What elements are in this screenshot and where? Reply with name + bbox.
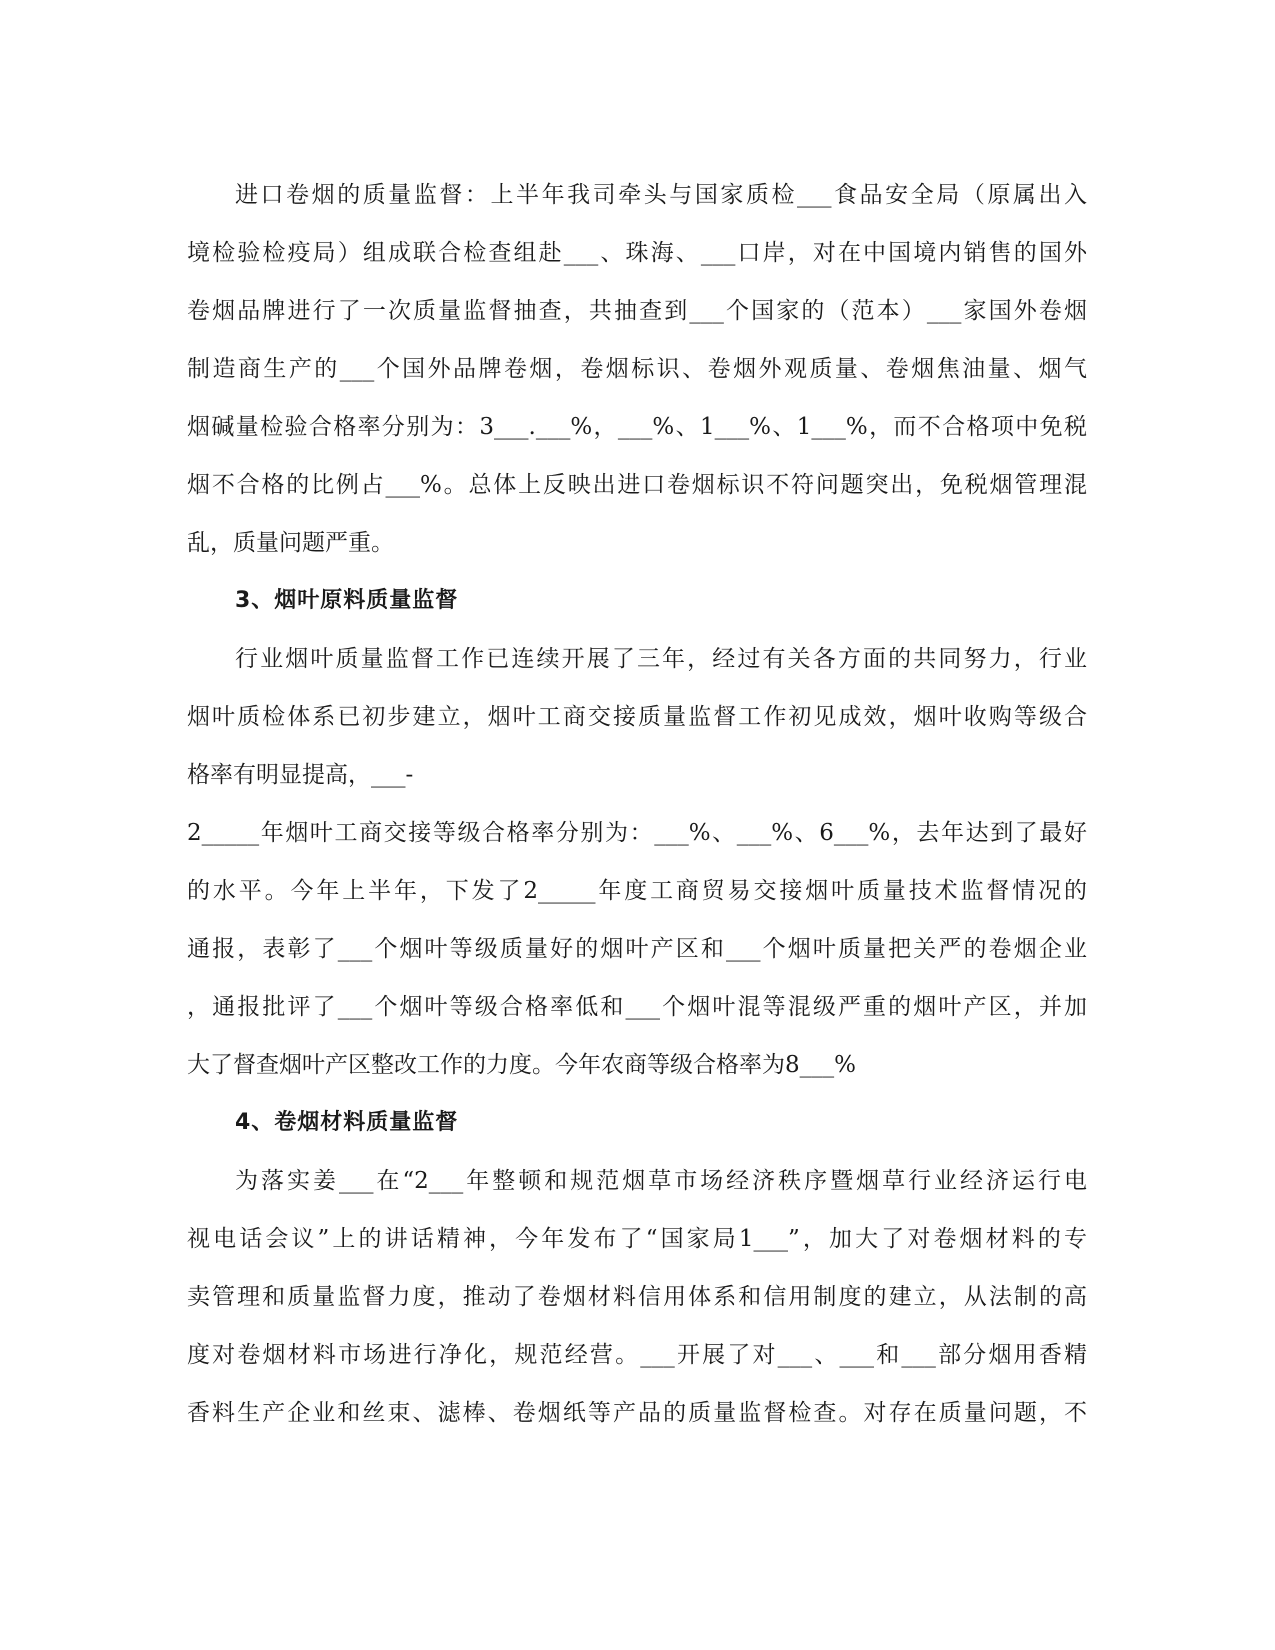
section-heading-tobacco-leaf: 3、烟叶原料质量监督 <box>235 588 459 613</box>
text-line: ，通报批评了___个烟叶等级合格率低和___个烟叶混等混级严重的烟叶产区，并加 <box>187 994 1087 1020</box>
text-line: 烟叶质检体系已初步建立，烟叶工商交接质量监督工作初见成效，烟叶收购等级合 <box>187 704 1087 730</box>
text-line: 烟碱量检验合格率分别为：3___.___%，___%、1___%、1___%，而不合格项中免税 <box>187 414 1087 440</box>
text-line: 卖管理和质量监督力度，推动了卷烟材料信用体系和信用制度的建立，从法制的高 <box>187 1284 1087 1310</box>
text-line: 2_____年烟叶工商交接等级合格率分别为：___%、___%、6___%，去年达到了最好 <box>187 820 1087 846</box>
document-body <box>187 166 1087 1442</box>
text-line: 格率有明显提高，___- <box>187 762 414 788</box>
text-line: 乱，质量问题严重。 <box>187 530 394 556</box>
text-line: 卷烟品牌进行了一次质量监督抽查，共抽查到___个国家的（范本）___家国外卷烟 <box>187 298 1087 324</box>
section-heading-cigarette-materials: 4、卷烟材料质量监督 <box>235 1110 459 1135</box>
text-line: 烟不合格的比例占___%。总体上反映出进口卷烟标识不符问题突出，免税烟管理混 <box>187 472 1087 498</box>
text-line: 制造商生产的___个国外品牌卷烟，卷烟标识、卷烟外观质量、卷烟焦油量、烟气 <box>187 356 1087 382</box>
text-line: 通报，表彰了___个烟叶等级质量好的烟叶产区和___个烟叶质量把关严的卷烟企业 <box>187 936 1087 962</box>
paragraph-tobacco-leaf-continued <box>187 804 1087 1094</box>
text-line: 大了督查烟叶产区整改工作的力度。今年农商等级合格率为8___% <box>187 1052 856 1078</box>
paragraph-cigarette-materials <box>187 1152 1087 1442</box>
text-line: 视电话会议”上的讲话精神，今年发布了“国家局1___”，加大了对卷烟材料的专 <box>187 1226 1087 1252</box>
text-line: 香料生产企业和丝束、滤棒、卷烟纸等产品的质量监督检查。对存在质量问题，不 <box>187 1400 1087 1426</box>
text-line: 度对卷烟材料市场进行净化，规范经营。___开展了对___、___和___部分烟用香精 <box>187 1342 1087 1368</box>
paragraph-tobacco-leaf <box>187 630 1087 804</box>
text-line: 为落实姜___在“2___年整顿和规范烟草市场经济秩序暨烟草行业经济运行电 <box>235 1168 1087 1194</box>
paragraph-imported-cigarettes <box>187 166 1087 572</box>
text-line: 行业烟叶质量监督工作已连续开展了三年，经过有关各方面的共同努力，行业 <box>235 646 1087 672</box>
text-line: 境检验检疫局）组成联合检查组赴___、珠海、___口岸，对在中国境内销售的国外 <box>187 240 1087 266</box>
text-line: 进口卷烟的质量监督：上半年我司牵头与国家质检___食品安全局（原属出入 <box>235 182 1087 208</box>
text-line: 的水平。今年上半年，下发了2_____年度工商贸易交接烟叶质量技术监督情况的 <box>187 878 1087 904</box>
